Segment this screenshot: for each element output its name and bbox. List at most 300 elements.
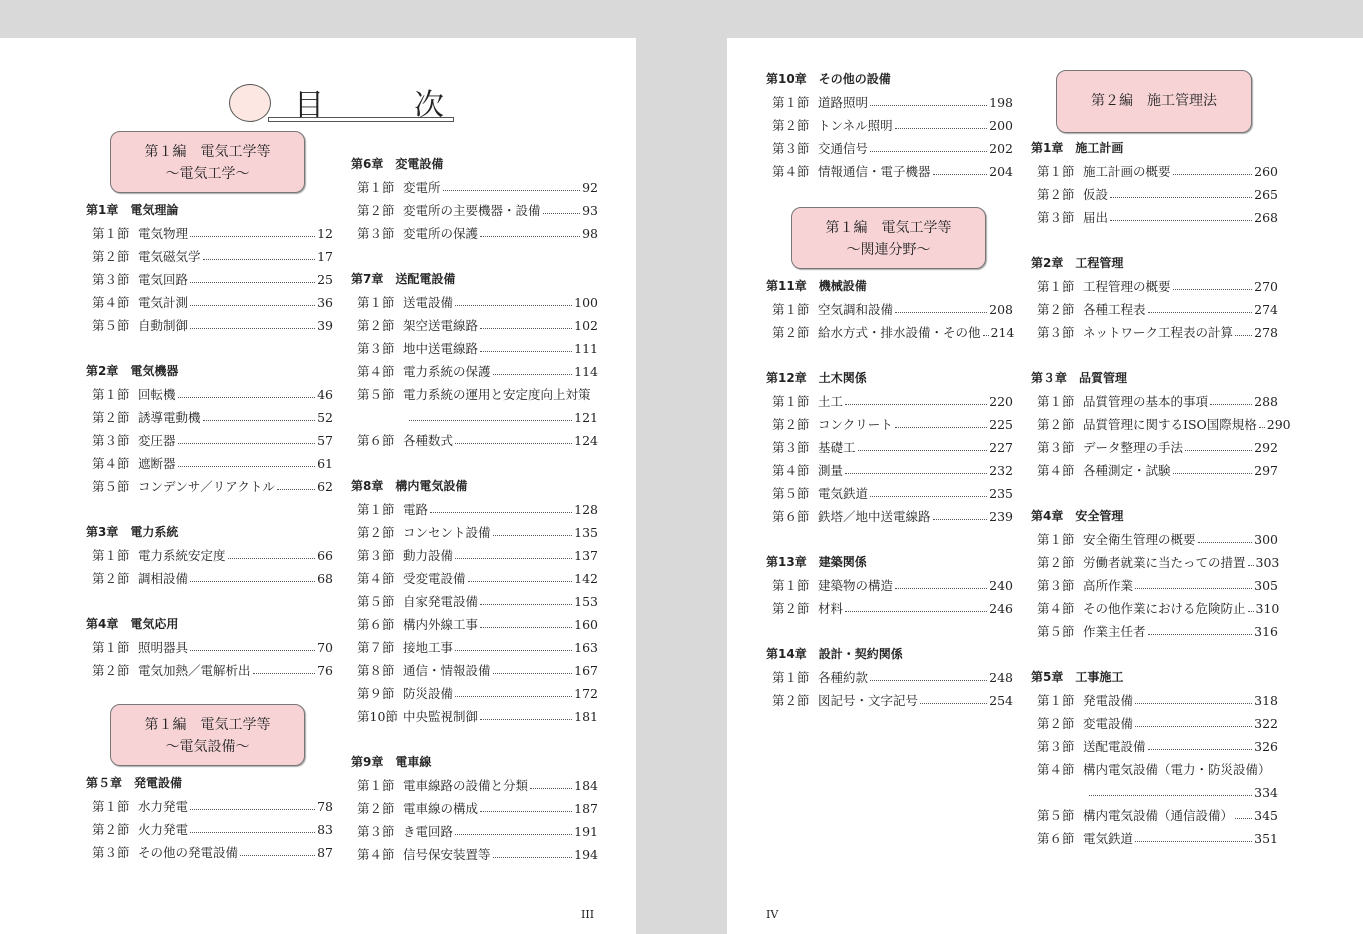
page-ref: 124 [574, 433, 598, 448]
leader-dots [1148, 298, 1253, 313]
toc-entry [351, 797, 598, 820]
leader-dots [493, 360, 573, 375]
leader-dots [933, 505, 988, 520]
section-number: 第１節 [772, 578, 810, 593]
page-ref: 137 [574, 548, 598, 563]
section-title: 自家発電設備 [403, 594, 479, 609]
toc-entry [766, 91, 1013, 114]
toc-entry [1031, 275, 1278, 298]
page-ref: 198 [989, 95, 1013, 110]
chapter-heading: 第11章 機械設備 [766, 279, 867, 293]
section-number: 第４節 [1037, 463, 1075, 478]
chapter-heading: 第14章 設計・契約関係 [766, 647, 903, 661]
page-ref: 288 [1254, 394, 1278, 409]
section-title: 届出 [1083, 210, 1109, 225]
leader-dots [203, 406, 316, 421]
chapter-heading: 第5章 工事施工 [1031, 670, 1124, 684]
leader-dots [895, 114, 988, 129]
section-number: 第５節 [92, 479, 130, 494]
section-number: 第３節 [1037, 739, 1075, 754]
leader-dots [1210, 390, 1252, 405]
toc-entry [766, 298, 1013, 321]
leader-dots [1135, 574, 1252, 589]
section-title: 電車線の構成 [403, 801, 479, 816]
section-title: 動力設備 [403, 548, 454, 563]
leader-dots [178, 429, 316, 444]
section-title: 労働者就業に当たっての措置 [1083, 555, 1246, 570]
section-title: 変圧器 [138, 433, 176, 448]
section-number: 第４節 [772, 463, 810, 478]
toc-entry [1031, 390, 1278, 413]
page-ref: 351 [1254, 831, 1278, 846]
chapter-spacer [1031, 643, 1278, 666]
leader-dots [480, 222, 580, 237]
section-number: 第３節 [1037, 210, 1075, 225]
leader-dots [870, 137, 987, 152]
leader-dots [1148, 735, 1253, 750]
toc-entry [1031, 298, 1278, 321]
section-number: 第４節 [92, 456, 130, 471]
page-ref: 128 [574, 502, 598, 517]
toc-column-left-1 [86, 199, 333, 682]
leader-dots [1173, 160, 1253, 175]
page-ref: 114 [574, 364, 598, 379]
section-title: コンクリート [818, 417, 893, 432]
chapter-heading: 第2章 電気機器 [86, 364, 179, 378]
page-ref: 316 [1254, 624, 1278, 639]
toc-entry [351, 613, 598, 636]
leader-dots [1185, 436, 1252, 451]
page-ref: 310 [1255, 601, 1280, 616]
leader-dots [455, 544, 572, 559]
leader-dots [1259, 413, 1265, 428]
section-title: 安全衛生管理の概要 [1083, 532, 1196, 547]
toc-entry [1031, 735, 1278, 758]
section-number: 第６節 [357, 433, 395, 448]
section-title: 電力系統の保護 [403, 364, 491, 379]
section-title: 信号保安装置等 [403, 847, 491, 862]
page-ref: 290 [1266, 417, 1291, 432]
section-title: 電路 [403, 502, 429, 517]
section-title: 高所作業 [1083, 578, 1134, 593]
toc-column-right-2 [1031, 137, 1291, 850]
section-title: 誘導電動機 [138, 410, 201, 425]
toc-entry [766, 482, 1013, 505]
section-title: 水力発電 [138, 799, 189, 814]
leader-dots [933, 160, 988, 175]
leader-dots [895, 413, 987, 428]
chapter-heading: 第7章 送配電設備 [351, 272, 456, 286]
page-ref: 235 [989, 486, 1013, 501]
chapter-heading: 第13章 建築関係 [766, 555, 867, 569]
toc-entry [766, 413, 1013, 436]
section-number: 第４節 [92, 295, 130, 310]
chapter-heading: 第1章 施工計画 [1031, 141, 1124, 155]
page-ref: 248 [989, 670, 1013, 685]
page-ref: 214 [990, 325, 1015, 340]
page-number-right: IV [766, 908, 779, 921]
leader-dots [190, 818, 315, 833]
page-ref: 184 [574, 778, 598, 793]
toc-entry [86, 841, 333, 864]
section-title: トンネル照明 [818, 118, 893, 133]
section-title: 土工 [818, 394, 844, 409]
toc-entry [351, 314, 598, 337]
section-number: 第６節 [772, 509, 810, 524]
page-ref: 83 [317, 822, 333, 837]
section-title: 作業主任者 [1083, 624, 1146, 639]
leader-dots [870, 91, 987, 106]
section-number: 第２節 [1037, 417, 1075, 432]
page-ref: 39 [317, 318, 333, 333]
section-number: 第２節 [92, 822, 130, 837]
leader-dots [543, 199, 581, 214]
page-ref: 292 [1254, 440, 1278, 455]
page-ref: 208 [989, 302, 1013, 317]
part1b-heading-box: 第１編 電気工学等 ～電気設備～ [110, 704, 305, 766]
chapter-heading: 第10章 その他の設備 [766, 72, 891, 86]
toc-entry [351, 705, 598, 728]
section-title: 構内電気設備（通信設備） [1083, 808, 1234, 823]
toc-entry [766, 689, 1013, 712]
section-number: 第２節 [92, 410, 130, 425]
section-number: 第１節 [1037, 279, 1075, 294]
section-number: 第１節 [92, 799, 130, 814]
page-ref: 70 [317, 640, 333, 655]
section-number: 第１節 [357, 502, 395, 517]
section-title: 変電設備 [1083, 716, 1134, 731]
section-title: コンデンサ／リアクトル [138, 479, 275, 494]
section-number: 第１節 [772, 670, 810, 685]
section-title: コンセント設備 [403, 525, 491, 540]
page-ref: 142 [574, 571, 598, 586]
toc-entry-continuation [1031, 781, 1278, 804]
toc-entry [351, 843, 598, 866]
section-number: 第２節 [1037, 716, 1075, 731]
leader-dots [858, 436, 988, 451]
leader-dots [190, 567, 315, 582]
section-title: その他作業における危険防止 [1083, 601, 1246, 616]
page-ref: 68 [317, 571, 333, 586]
toc-entry [1031, 597, 1278, 620]
section-title: 調相設備 [138, 571, 189, 586]
section-title: 品質管理の基本的事項 [1083, 394, 1209, 409]
toc-entry [351, 337, 598, 360]
page-ref: 52 [317, 410, 333, 425]
toc-entry [351, 222, 598, 245]
toc-entry [1031, 574, 1278, 597]
section-title: 鉄塔／地中送電線路 [818, 509, 931, 524]
part1-heading-box: 第１編 電気工学等 ～電気工学～ [110, 131, 305, 193]
leader-dots [1110, 183, 1252, 198]
page-ref: 153 [574, 594, 598, 609]
section-title: 図記号・文字記号 [818, 693, 919, 708]
section-title: 接地工事 [403, 640, 454, 655]
chapter-spacer [1031, 482, 1278, 505]
section-number: 第４節 [357, 364, 395, 379]
section-title: 地中送電線路 [403, 341, 479, 356]
section-number: 第１節 [357, 778, 395, 793]
section-title: 交通信号 [818, 141, 869, 156]
toc-entry [766, 436, 1013, 459]
page-ref: 232 [989, 463, 1013, 478]
leader-dots [190, 314, 315, 329]
section-title: 各種数式 [403, 433, 454, 448]
toc-entry [1031, 321, 1278, 344]
page-ref: 200 [989, 118, 1013, 133]
leader-dots [480, 613, 572, 628]
section-number: 第２節 [772, 417, 810, 432]
toc-entry [86, 636, 333, 659]
section-title: 構内外線工事 [403, 617, 479, 632]
toc-entry [766, 160, 1013, 183]
toc-entry [351, 636, 598, 659]
page-ref: 265 [1254, 187, 1278, 202]
chapter-heading: 第8章 構内電気設備 [351, 479, 468, 493]
section-number: 第５節 [1037, 624, 1075, 639]
toc-entry [86, 567, 333, 590]
toc-entry [351, 199, 598, 222]
section-number: 第５節 [1037, 808, 1075, 823]
toc-entry [86, 245, 333, 268]
section-title: 発電設備 [1083, 693, 1134, 708]
leader-dots [1248, 551, 1254, 566]
toc-column-right-1a [766, 68, 1013, 183]
chapter-heading: 第1章 電気理論 [86, 203, 179, 217]
leader-dots [480, 590, 572, 605]
section-title: 遮断器 [138, 456, 176, 471]
section-title: ネットワーク工程表の計算 [1083, 325, 1234, 340]
leader-dots [480, 337, 572, 352]
leader-dots [1148, 620, 1253, 635]
leader-dots [1135, 689, 1252, 704]
toc-entry [1031, 206, 1278, 229]
section-number: 第４節 [1037, 601, 1075, 616]
section-title: 道路照明 [818, 95, 869, 110]
leader-dots [190, 268, 315, 283]
leader-dots [409, 406, 572, 421]
page-ref: 260 [1254, 164, 1278, 179]
section-title: 送配電設備 [1083, 739, 1146, 754]
toc-entry [1031, 160, 1278, 183]
toc-entry [766, 574, 1013, 597]
section-number: 第２節 [92, 663, 130, 678]
page-ref: 278 [1254, 325, 1278, 340]
section-number: 第１節 [1037, 164, 1075, 179]
page-ref: 25 [317, 272, 333, 287]
page-ref: 57 [317, 433, 333, 448]
leader-dots [190, 795, 315, 810]
section-title: 電気計測 [138, 295, 189, 310]
page-ref: 111 [574, 341, 598, 356]
section-title: 受変電設備 [403, 571, 466, 586]
page-ref: 98 [582, 226, 598, 241]
toc-entry [351, 682, 598, 705]
chapter-spacer [351, 452, 598, 475]
section-number: 第３節 [92, 845, 130, 860]
section-number: 第３節 [357, 824, 395, 839]
section-number: 第３節 [357, 548, 395, 563]
section-title: 各種測定・試験 [1083, 463, 1171, 478]
leader-dots [277, 475, 315, 490]
section-number: 第１節 [92, 640, 130, 655]
section-number: 第５節 [357, 594, 395, 609]
toc-entry [766, 321, 1013, 344]
section-title: 品質管理に関するISO国際規格 [1083, 417, 1257, 432]
leader-dots [203, 245, 316, 260]
section-number: 第２節 [772, 693, 810, 708]
page-ref: 322 [1254, 716, 1278, 731]
leader-dots [845, 459, 987, 474]
leader-dots [1089, 781, 1252, 796]
leader-dots [1135, 712, 1252, 727]
leader-dots [895, 574, 987, 589]
section-number: 第８節 [357, 663, 395, 678]
page-ref: 135 [574, 525, 598, 540]
section-title: 情報通信・電子機器 [818, 164, 931, 179]
page-ref: 17 [317, 249, 333, 264]
leader-dots [895, 298, 987, 313]
section-number: 第１節 [772, 394, 810, 409]
section-title: 電力系統安定度 [138, 548, 226, 563]
section-title: 通信・情報設備 [403, 663, 491, 678]
page-ref: 334 [1254, 785, 1278, 800]
section-title: 電気鉄道 [818, 486, 869, 501]
page-ref: 76 [317, 663, 333, 678]
section-number: 第３節 [772, 440, 810, 455]
leader-dots [845, 597, 987, 612]
section-number: 第１節 [357, 180, 395, 195]
section-number: 第１節 [1037, 394, 1075, 409]
page-ref: 240 [989, 578, 1013, 593]
toc-entry [86, 383, 333, 406]
page-ref: 61 [317, 456, 333, 471]
leader-dots [190, 222, 315, 237]
page-ref: 204 [989, 164, 1013, 179]
leader-dots [190, 636, 315, 651]
page-ref: 100 [574, 295, 598, 310]
page-ref: 12 [317, 226, 333, 241]
section-title: 工程管理の概要 [1083, 279, 1171, 294]
section-title: 仮設 [1083, 187, 1109, 202]
page-ref: 274 [1254, 302, 1278, 317]
leader-dots [493, 659, 573, 674]
toc-column-right-1b [766, 275, 1013, 712]
toc-entry [351, 176, 598, 199]
leader-dots [190, 291, 315, 306]
part1c-heading-box: 第１編 電気工学等 ～関連分野～ [791, 207, 986, 269]
section-title: 基礎工 [818, 440, 856, 455]
section-number: 第１節 [772, 95, 810, 110]
page-ref: 194 [574, 847, 598, 862]
page-ref: 160 [574, 617, 598, 632]
toc-entry [1031, 436, 1278, 459]
toc-entry [86, 429, 333, 452]
title-ornament [229, 84, 271, 122]
section-title: 各種工程表 [1083, 302, 1146, 317]
leader-dots [1198, 528, 1253, 543]
section-number: 第１節 [772, 302, 810, 317]
section-number: 第６節 [1037, 831, 1075, 846]
toc-entry [766, 137, 1013, 160]
section-number: 第１節 [92, 548, 130, 563]
page-ref: 102 [574, 318, 598, 333]
page-number-left: III [581, 908, 595, 921]
leader-dots [1235, 321, 1252, 336]
toc-entry-continuation [351, 406, 598, 429]
toc-entry [86, 406, 333, 429]
toc-entry [86, 544, 333, 567]
chapter-spacer [86, 337, 333, 360]
section-title: 各種約款 [818, 670, 869, 685]
section-number: 第２節 [1037, 187, 1075, 202]
chapter-heading: 第9章 電車線 [351, 755, 432, 769]
leader-dots [468, 567, 573, 582]
leader-dots [870, 666, 987, 681]
leader-dots [493, 521, 573, 536]
section-number: 第３節 [357, 226, 395, 241]
section-title: 施工計画の概要 [1083, 164, 1171, 179]
section-title: 電車線路の設備と分類 [403, 778, 529, 793]
toc-entry [351, 383, 598, 406]
chapter-heading: 第３章 品質管理 [1031, 371, 1128, 385]
section-title: 材料 [818, 601, 844, 616]
section-number: 第２節 [92, 571, 130, 586]
leader-dots [983, 321, 989, 336]
page-ref: 326 [1254, 739, 1278, 754]
section-number: 第１節 [1037, 693, 1075, 708]
chapter-heading: 第2章 工程管理 [1031, 256, 1124, 270]
section-title: 電気回路 [138, 272, 189, 287]
toc-entry [1031, 712, 1278, 735]
toc-entry [766, 597, 1013, 620]
toc-entry [766, 390, 1013, 413]
leader-dots [430, 498, 572, 513]
toc-entry [86, 452, 333, 475]
leader-dots [178, 452, 316, 467]
page-ref: 227 [989, 440, 1013, 455]
section-number: 第２節 [772, 325, 810, 340]
chapter-heading: 第12章 土木関係 [766, 371, 867, 385]
page-ref: 78 [317, 799, 333, 814]
leader-dots [1173, 459, 1253, 474]
section-title: 自動制御 [138, 318, 189, 333]
section-number: 第３節 [1037, 325, 1075, 340]
toc-entry [86, 291, 333, 314]
toc-entry [86, 314, 333, 337]
leader-dots [443, 176, 581, 191]
page-ref: 345 [1254, 808, 1278, 823]
toc-entry [86, 818, 333, 841]
leader-dots [845, 390, 987, 405]
section-number: 第４節 [357, 571, 395, 586]
toc-entry [351, 429, 598, 452]
leader-dots [1235, 804, 1252, 819]
section-number: 第４節 [772, 164, 810, 179]
left-page [0, 0, 680, 934]
chapter-heading: 第５章 発電設備 [86, 776, 183, 790]
toc-entry [351, 567, 598, 590]
toc-entry [351, 521, 598, 544]
section-number: 第１節 [357, 295, 395, 310]
section-number: 第４節 [1037, 762, 1075, 777]
section-number: 第４節 [357, 847, 395, 862]
toc-entry [351, 659, 598, 682]
page-ref: 318 [1254, 693, 1278, 708]
toc-entry [1031, 551, 1278, 574]
section-number: 第７節 [357, 640, 395, 655]
section-title: その他の発電設備 [138, 845, 239, 860]
